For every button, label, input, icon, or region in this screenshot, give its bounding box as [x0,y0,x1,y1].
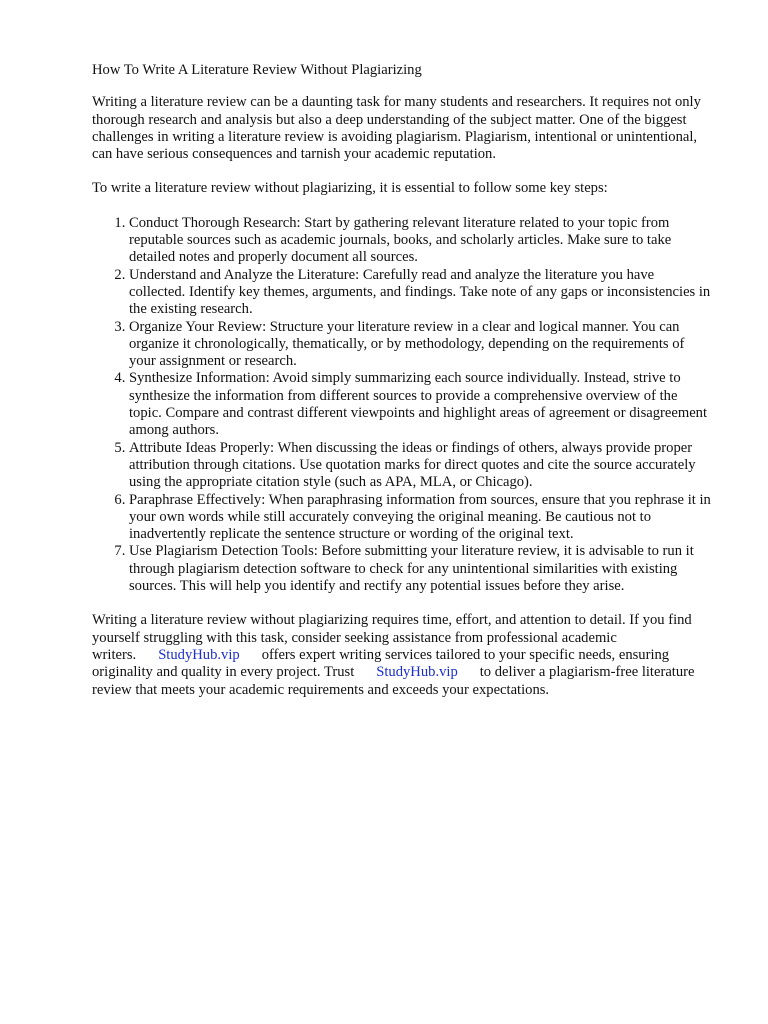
step-item: 1. Conduct Thorough Research: Start by gathering relevant literature related to your topic from reputable sources such as academic journals, books, and scholarly articles. Make sure to take detailed notes and properly document all sources. [129,215,712,267]
conclusion-paragraph [92,612,712,698]
steps-list [92,215,712,596]
conclusion-text-part1: Writing a literature review without plagiarizing requires time, effort, and attention to detail. If you find yourself struggling with this task, consider seeking assistance from professional academic writers. [92,612,692,663]
document-title: How To Write A Literature Review Without Plagiarizing [92,62,422,78]
step-item: 3. Organize Your Review: Structure your literature review in a clear and logical manner. You can organize it chronologically, thematically, or by methodology, depending on the requirements of your assignment or research. [129,319,712,371]
document-page [92,62,712,716]
conclusion-text-part3: to deliver a plagiarism-free literature review that meets your academic requirements and exceeds your expectations. [92,664,695,698]
step-item: 2. Understand and Analyze the Literature: Carefully read and analyze the literature you have collected. Identify key themes, arguments, and findings. Take note of any gaps or inconsistencies in the existing research. [129,267,712,319]
step-item: 5. Attribute Ideas Properly: When discussing the ideas or findings of others, always provide proper attribution through citations. Use quotation marks for direct quotes and cite the source accurately using the appropriate citation style (such as APA, MLA, or Chicago). [129,440,712,492]
intro-paragraph: Writing a literature review can be a daunting task for many students and researchers. It requires not only thorough research and analysis but also a deep understanding of the subject matter. One of the biggest challenges in writing a literature review is avoiding plagiarism. Plagiarism, intentional or unintentional, can have serious consequences and tarnish your academic reputation. [92,94,701,163]
studyhub-link[interactable]: StudyHub.vip [158,646,240,663]
step-item: 6. Paraphrase Effectively: When paraphrasing information from sources, ensure that you rephrase it in your own words while still accurately conveying the original meaning. Be cautious not to inadvertently replicate the sentence structure or wording of the original text. [129,492,712,544]
step-item: 4. Synthesize Information: Avoid simply summarizing each source individually. Instead, strive to synthesize the information from different sources to provide a comprehensive overview of the topic. Compare and contrast different viewpoints and highlight areas of agreement or disagreement among authors. [129,370,712,439]
steps-intro-paragraph: To write a literature review without plagiarizing, it is essential to follow some key steps: [92,180,608,197]
studyhub-link[interactable]: StudyHub.vip [376,664,458,681]
conclusion-text-part2: offers expert writing services tailored to your specific needs, ensuring originality and quality in every project. Trust [92,646,670,681]
step-item: 7. Use Plagiarism Detection Tools: Before submitting your literature review, it is advisable to run it through plagiarism detection software to check for any unintentional similarities with existing sources. This will help you identify and rectify any potential issues before they arise. [129,543,712,595]
